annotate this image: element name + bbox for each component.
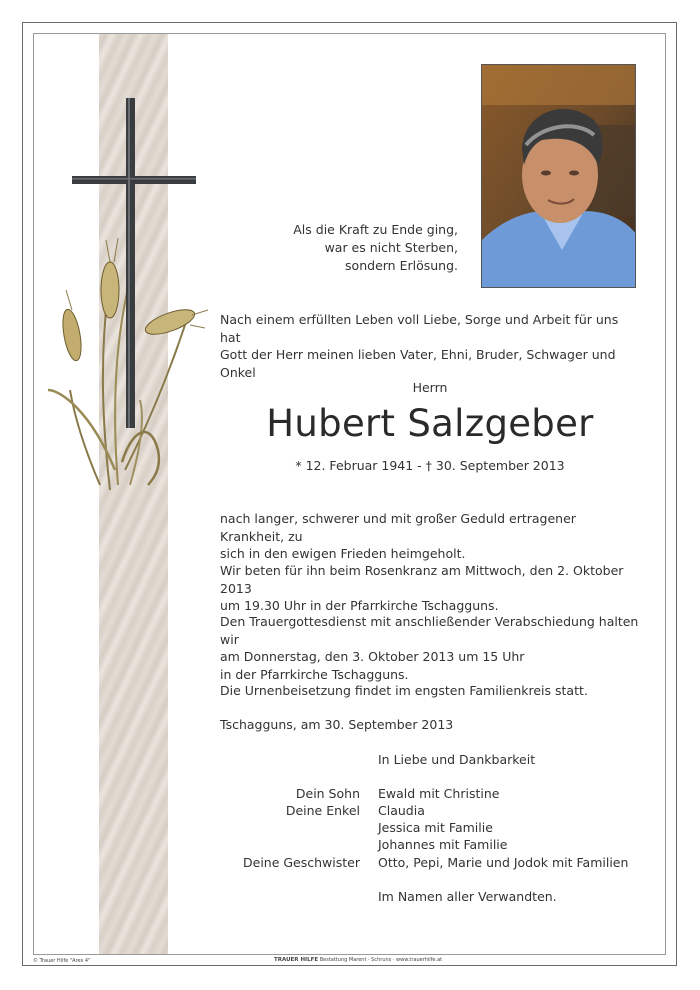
paragraph-line: am Donnerstag, den 3. Oktober 2013 um 15 Uhr bbox=[220, 649, 525, 664]
paragraph-funeral bbox=[220, 613, 640, 683]
grandchild-name: Claudia bbox=[378, 803, 425, 818]
portrait-photo bbox=[481, 64, 636, 288]
intro-text bbox=[220, 311, 640, 381]
paragraph-line: in der Pfarrkirche Tschagguns. bbox=[220, 666, 409, 682]
quote-line: war es nicht Sterben, bbox=[324, 240, 458, 255]
paragraph-line: Den Trauergottesdienst mit anschließender Verabschiedung halten wir bbox=[220, 614, 639, 647]
paragraph-line: nach langer, schwerer und mit großer Geduld ertragener Krankheit, zu bbox=[220, 511, 576, 544]
cross-wheat-artwork bbox=[40, 90, 210, 510]
grandchild-name: Johannes mit Familie bbox=[378, 837, 508, 852]
son-label: Dein Sohn bbox=[295, 786, 360, 801]
intro-line: Nach einem erfüllten Leben voll Liebe, Sorge und Arbeit für uns hat bbox=[220, 312, 619, 345]
intro-line: Gott der Herr meinen lieben Vater, Ehni, Bruder, Schwager und Onkel bbox=[220, 347, 616, 380]
footer-imprint bbox=[274, 957, 442, 963]
salutation: Herrn bbox=[412, 380, 448, 395]
paragraph-line: sich in den ewigen Frieden heimgeholt. bbox=[220, 546, 466, 561]
signature-heading: In Liebe und Dankbarkeit bbox=[378, 752, 536, 767]
footer-brand: TRAUER HILFE bbox=[274, 957, 319, 963]
footer-text: Bestattung Marent · Schruns · www.trauerhilfe.at bbox=[319, 957, 443, 963]
paragraph-line: um 19.30 Uhr in der Pfarrkirche Tschagguns. bbox=[220, 598, 499, 613]
siblings-names: Otto, Pepi, Marie und Jodok mit Familien bbox=[378, 855, 629, 870]
closing-line: Im Namen aller Verwandten. bbox=[378, 889, 557, 904]
life-dates: * 12. Februar 1941 - † 30. September 2013 bbox=[295, 458, 565, 473]
quote-line: Als die Kraft zu Ende ging, bbox=[293, 222, 458, 237]
son-name: Ewald mit Christine bbox=[378, 786, 500, 801]
paragraph-urn: Die Urnenbeisetzung findet im engsten Familienkreis statt. bbox=[220, 683, 588, 698]
quote-line: sondern Erlösung. bbox=[345, 258, 458, 273]
grandchild-name: Jessica mit Familie bbox=[378, 820, 493, 835]
footer-copyright: © Trauer Hilfe "Ares 4" bbox=[33, 958, 91, 964]
cross-icon bbox=[72, 98, 196, 428]
paragraph-line: Wir beten für ihn beim Rosenkranz am Mittwoch, den 2. Oktober 2013 bbox=[220, 563, 624, 596]
memorial-quote bbox=[293, 221, 458, 275]
grandchildren-label: Deine Enkel bbox=[285, 803, 360, 818]
paragraph-death bbox=[220, 510, 640, 563]
place-date: Tschagguns, am 30. September 2013 bbox=[220, 717, 454, 732]
deceased-name: Hubert Salzgeber bbox=[266, 402, 594, 445]
paragraph-rosary bbox=[220, 562, 640, 615]
siblings-label: Deine Geschwister bbox=[243, 855, 360, 870]
